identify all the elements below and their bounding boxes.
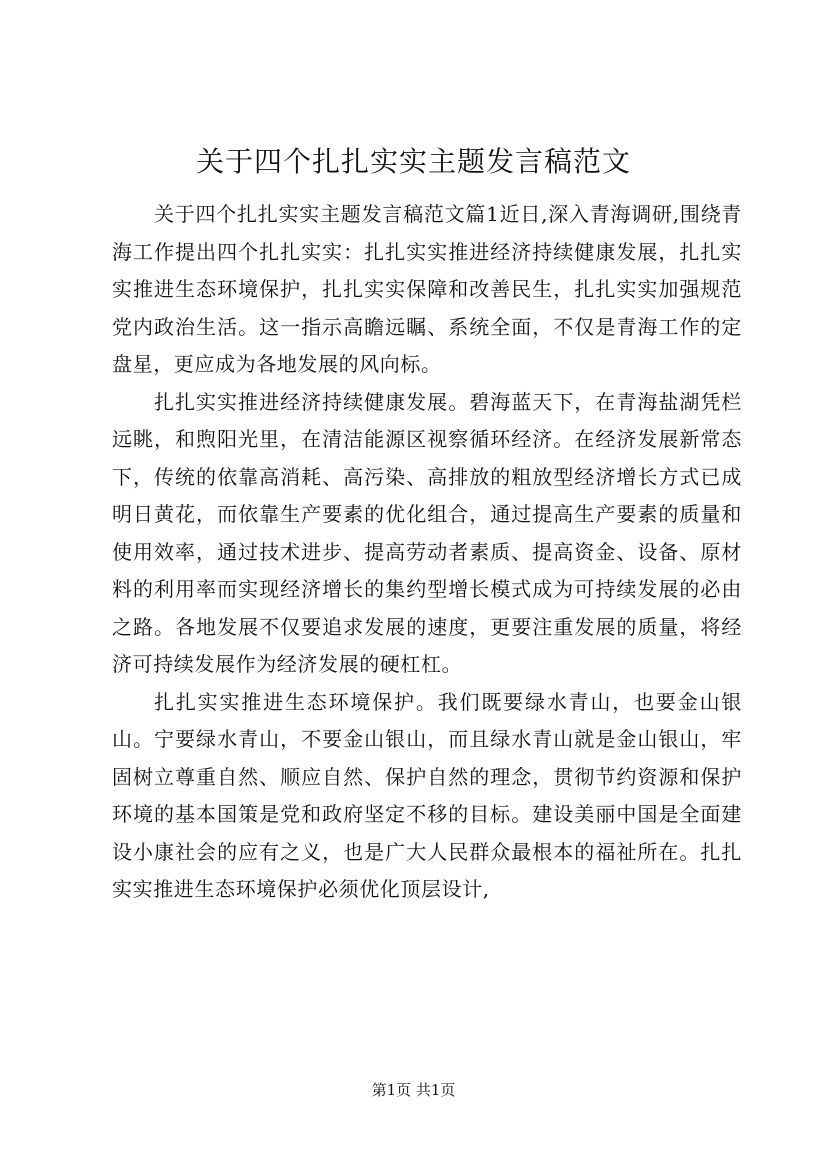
paragraph-1: 关于四个扎扎实实主题发言稿范文篇1近日,深入青海调研,围绕青海工作提出四个扎扎实实：扎扎实实推进经济持续健康发展，扎扎实实推进生态环境保护，扎扎实实保障和改善民生，扎扎实实加强规范党内政治生活。这一指示高瞻远瞩、系统全面，不仅是青海工作的定盘星，更应成为各地发展的风向标。: [112, 202, 742, 376]
paragraph-3: 扎扎实实推进生态环境保护。我们既要绿水青山，也要金山银山。宁要绿水青山，不要金山银山，而且绿水青山就是金山银山，牢固树立尊重自然、顺应自然、保护自然的理念，贯彻节约资源和保护环境的基本国策是党和政府坚定不移的目标。建设美丽中国是全面建设小康社会的应有之义，也是广大人民群众最根本的福祉所在。扎扎实实推进生态环境保护必须优化顶层设计,: [112, 689, 742, 901]
document-body: [112, 196, 742, 909]
page-footer: 第1页 共1页: [371, 1081, 456, 1099]
paragraph-2: 扎扎实实推进经济持续健康发展。碧海蓝天下，在青海盐湖凭栏远眺，和煦阳光里，在清洁能源区视察循环经济。在经济发展新常态下，传统的依靠高消耗、高污染、高排放的粗放型经济增长方式已成明日黄花，而依靠生产要素的优化组合，通过提高生产要素的质量和使用效率，通过技术进步、提高劳动者素质、提高资金、设备、原材料的利用率而实现经济增长的集约型增长模式成为可持续发展的必由之路。各地发展不仅要追求发展的速度，更要注重发展的质量，将经济可持续发展作为经济发展的硬杠杠。: [112, 389, 742, 676]
document-title: 关于四个扎扎实实主题发言稿范文: [195, 145, 631, 178]
